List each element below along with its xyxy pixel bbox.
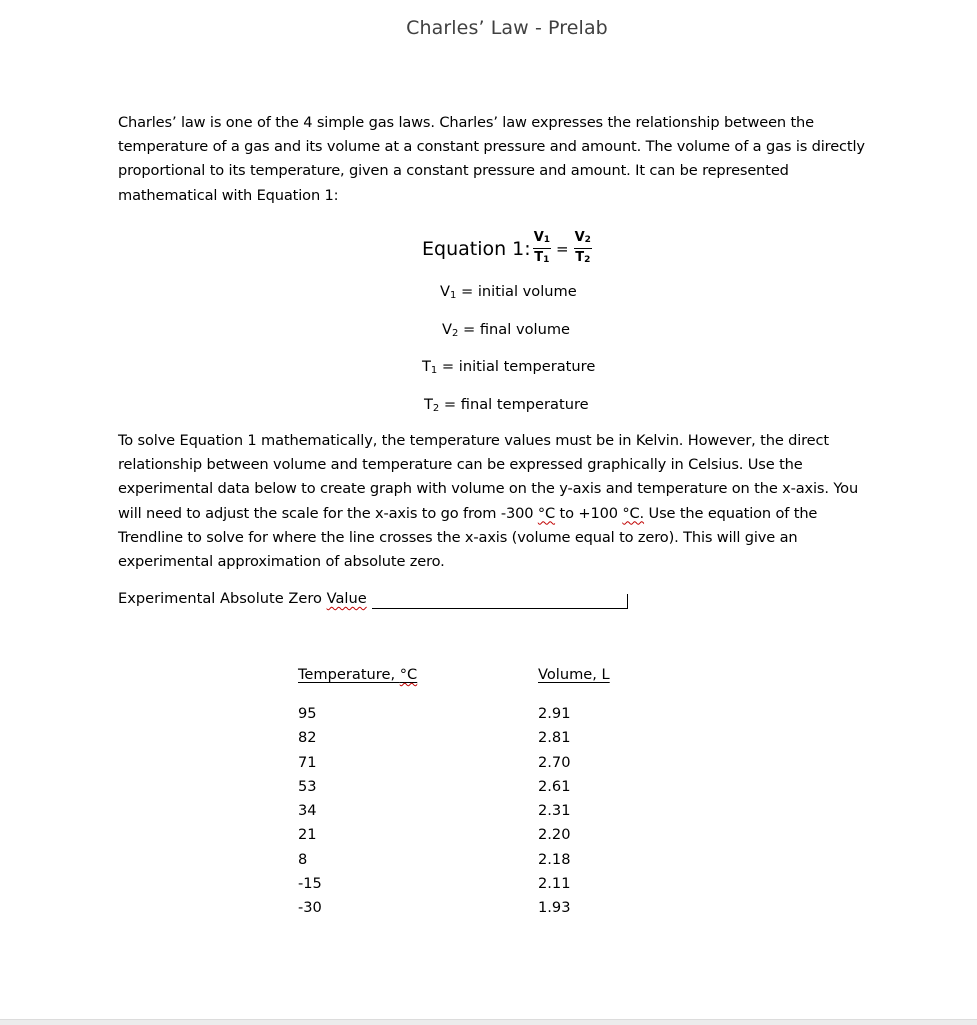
intro-line: proportional to its temperature, given a constant pressure and amount. It can be represented	[118, 162, 789, 180]
table-row	[298, 753, 618, 777]
definition-v2: $V_2$ = final volume	[442, 321, 571, 339]
intro-line: Charles’ law is one of the 4 simple gas laws. Charles’ law expresses the relationship between the	[118, 114, 814, 131]
temperature-cell: 21	[298, 826, 317, 844]
spellcheck-word: Value	[326, 590, 367, 607]
table-row	[298, 704, 618, 728]
intro-line: temperature of a gas and its volume at a constant pressure and amount. The volume of a gas is directly	[118, 138, 865, 156]
absolute-zero-label: Experimental Absolute Zero Value	[118, 590, 367, 607]
temperature-cell: 71	[298, 753, 317, 771]
volume-header: Volume, L	[538, 666, 610, 683]
table-row	[298, 801, 618, 825]
volume-cell: 2.61	[538, 777, 571, 795]
table-row	[298, 728, 618, 752]
temperature-cell: 82	[298, 729, 317, 747]
volume-cell: 1.93	[538, 899, 571, 917]
definition-t2: $T_2$ = final temperature	[424, 396, 589, 414]
volume-cell: 2.91	[538, 705, 571, 722]
instructions-line: Trendline to solve for where the line crosses the x-axis (volume equal to zero). This will give an	[118, 528, 798, 546]
volume-cell: 2.20	[538, 826, 571, 844]
volume-cell: 2.11	[538, 875, 571, 893]
intro-line: mathematical with Equation 1:	[118, 186, 339, 204]
temperature-cell: -15	[298, 875, 322, 893]
spellcheck-unit: °C.	[622, 504, 645, 522]
instructions-line: experimental data below to create graph with volume on the y-axis and temperature on the x-axis. You	[118, 480, 859, 498]
volume-cell: 2.81	[538, 729, 571, 747]
fraction-v2-t2: $\frac{V_2}{T_2}$	[574, 230, 591, 265]
volume-cell: 2.31	[538, 802, 571, 820]
absolute-zero-answer-field[interactable]	[372, 608, 627, 609]
intro-paragraph	[118, 111, 908, 208]
equation-1	[422, 226, 594, 272]
table-row	[298, 898, 618, 922]
table-body	[298, 704, 618, 923]
volume-cell: 2.70	[538, 753, 571, 771]
table-row	[298, 825, 618, 849]
text-cursor	[627, 594, 628, 609]
equation-label: Equation 1:	[422, 238, 531, 260]
temperature-cell: 8	[298, 850, 308, 868]
instructions-line: will need to adjust the scale for the x-axis to go from -300 °C to +100 °C. Use the equation of the	[118, 504, 818, 522]
instructions-paragraph	[118, 429, 908, 574]
table-row	[298, 850, 618, 874]
temperature-cell: 53	[298, 777, 317, 795]
instructions-line: To solve Equation 1 mathematically, the temperature values must be in Kelvin. However, the direct	[118, 432, 829, 449]
instructions-line: relationship between volume and temperature can be expressed graphically in Celsius. Use the	[118, 456, 803, 474]
volume-cell: 2.18	[538, 850, 571, 868]
spellcheck-unit: °C	[399, 666, 418, 683]
temperature-cell: -30	[298, 899, 322, 917]
equals-sign: =	[556, 240, 569, 258]
fraction-v1-t1: $\frac{V_1}{T_1}$	[533, 230, 551, 265]
table-row	[298, 777, 618, 801]
page-bottom-edge	[0, 1019, 977, 1025]
definition-t1: $T_1$ = initial temperature	[422, 358, 596, 376]
temperature-header: Temperature, °C	[298, 666, 418, 683]
temperature-cell: 34	[298, 802, 317, 820]
instructions-line: experimental approximation of absolute zero.	[118, 553, 445, 571]
spellcheck-unit: °C	[537, 504, 556, 522]
definition-v1: $V_1$ = initial volume	[440, 283, 577, 301]
table-row	[298, 874, 618, 898]
document-title: Charles’ Law - Prelab	[406, 17, 608, 39]
temperature-cell: 95	[298, 705, 317, 722]
